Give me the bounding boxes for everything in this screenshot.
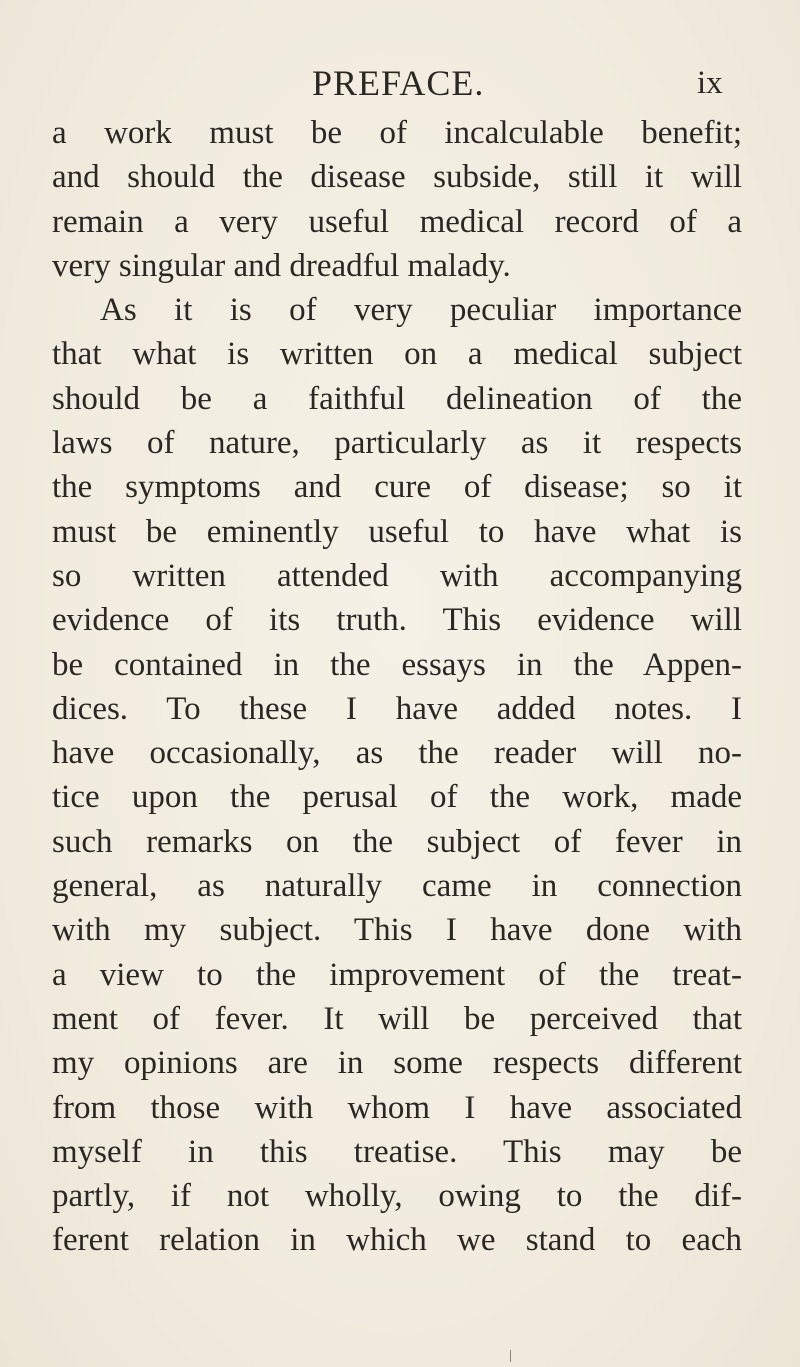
text-line: a view to the improvement of the treat-: [52, 956, 742, 993]
text-line: As it is of very peculiar importance: [100, 292, 742, 329]
text-line: be contained in the essays in the Appen-: [52, 646, 742, 683]
text-line: remain a very useful medical record of a: [52, 203, 742, 240]
text-line: have occasionally, as the reader will no-: [52, 735, 742, 772]
running-title: PREFACE.: [312, 63, 485, 103]
text-line: tice upon the perusal of the work, made: [52, 779, 742, 816]
text-line: such remarks on the subject of fever in: [52, 823, 742, 860]
text-line: evidence of its truth. This evidence will: [52, 602, 742, 639]
text-line: laws of nature, particularly as it respects: [52, 425, 742, 462]
text-line: should be a faithful delineation of the: [52, 380, 742, 417]
text-line: my opinions are in some respects different: [52, 1045, 742, 1082]
running-header: [0, 58, 800, 108]
print-mark: [510, 1350, 511, 1362]
text-line: very singular and dreadful malady.: [52, 247, 511, 284]
text-line: with my subject. This I have done with: [52, 912, 742, 949]
text-line: myself in this treatise. This may be: [52, 1133, 742, 1170]
text-line: general, as naturally came in connection: [52, 868, 742, 905]
text-line: dices. To these I have added notes. I: [52, 690, 742, 727]
text-line: so written attended with accompanying: [52, 557, 742, 594]
text-line: from those with whom I have associated: [52, 1089, 742, 1126]
text-line: must be eminently useful to have what is: [52, 513, 742, 550]
text-line: the symptoms and cure of disease; so it: [52, 469, 742, 506]
text-line: ment of fever. It will be perceived that: [52, 1000, 742, 1037]
text-line: that what is written on a medical subject: [52, 336, 742, 373]
text-line: partly, if not wholly, owing to the dif-: [52, 1178, 742, 1215]
text-line: ferent relation in which we stand to each: [52, 1222, 742, 1259]
page-number: ix: [697, 65, 723, 101]
text-line: and should the disease subside, still it will: [52, 159, 742, 196]
text-line: a work must be of incalculable benefit;: [52, 115, 742, 151]
body-text: [52, 111, 742, 1263]
